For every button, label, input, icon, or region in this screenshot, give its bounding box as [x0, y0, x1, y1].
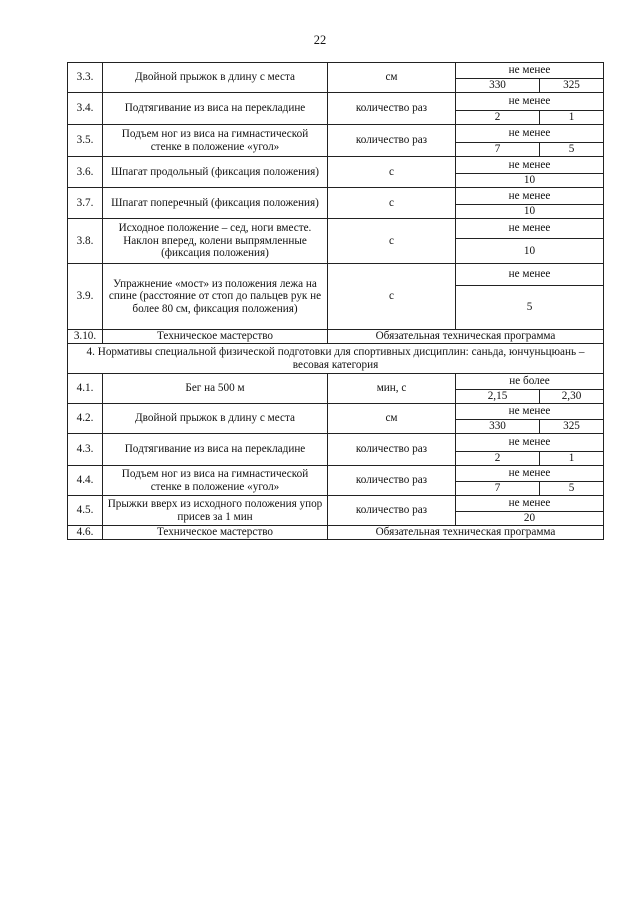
- exercise-name: Техническое мастерство: [103, 526, 328, 540]
- table-row: [68, 188, 604, 205]
- norm-value-boys: 7: [456, 482, 540, 496]
- norm-header: не более: [456, 374, 604, 390]
- table-row: [68, 374, 604, 390]
- norm-header: не менее: [456, 93, 604, 111]
- unit-cell: с: [328, 219, 456, 264]
- section-header-row: [68, 344, 604, 374]
- table-row: [68, 125, 604, 143]
- exercise-name: Шпагат поперечный (фиксация положения): [103, 188, 328, 219]
- unit-cell: см: [328, 63, 456, 93]
- norm-header: не менее: [456, 157, 604, 174]
- norm-header: не менее: [456, 404, 604, 420]
- unit-cell: количество раз: [328, 125, 456, 157]
- norm-value: 10: [456, 205, 604, 219]
- norm-value-girls: 5: [540, 143, 604, 157]
- row-number: 4.3.: [68, 434, 103, 466]
- unit-cell: количество раз: [328, 496, 456, 526]
- norm-value-boys: 330: [456, 420, 540, 434]
- norm-value: 10: [456, 239, 604, 264]
- norm-value-girls: 1: [540, 452, 604, 466]
- norm-value-girls: 2,30: [540, 390, 604, 404]
- norms-table: [67, 62, 604, 540]
- unit-cell: с: [328, 157, 456, 188]
- technical-program: Обязательная техническая программа: [328, 526, 604, 540]
- unit-cell: мин, с: [328, 374, 456, 404]
- table-row: [68, 526, 604, 540]
- table-row: [68, 157, 604, 174]
- exercise-name: Шпагат продольный (фиксация положения): [103, 157, 328, 188]
- unit-cell: с: [328, 264, 456, 330]
- row-number: 3.8.: [68, 219, 103, 264]
- norm-header: не менее: [456, 219, 604, 239]
- table-row: [68, 93, 604, 111]
- row-number: 3.5.: [68, 125, 103, 157]
- norm-value-boys: 2: [456, 452, 540, 466]
- table-row: [68, 219, 604, 239]
- norm-value-girls: 5: [540, 482, 604, 496]
- norm-header: не менее: [456, 434, 604, 452]
- table-row: [68, 330, 604, 344]
- table-row: [68, 63, 604, 79]
- section-4-title: 4. Нормативы специальной физической подготовки для спортивных дисциплин: саньда, юнчуньцюань – весовая категория: [68, 344, 604, 374]
- exercise-name: Подтягивание из виса на перекладине: [103, 93, 328, 125]
- page-number: 22: [313, 33, 327, 47]
- norm-value-girls: 325: [540, 420, 604, 434]
- unit-cell: количество раз: [328, 434, 456, 466]
- exercise-name: Подтягивание из виса на перекладине: [103, 434, 328, 466]
- exercise-name: Подъем ног из виса на гимнастической стенке в положение «угол»: [103, 466, 328, 496]
- table-row: [68, 264, 604, 286]
- technical-program: Обязательная техническая программа: [328, 330, 604, 344]
- exercise-name: Упражнение «мост» из положения лежа на спине (расстояние от стоп до пальцев рук не более 80 см, фиксация положения): [103, 264, 328, 330]
- row-number: 4.6.: [68, 526, 103, 540]
- row-number: 4.5.: [68, 496, 103, 526]
- row-number: 3.7.: [68, 188, 103, 219]
- norm-value-boys: 2,15: [456, 390, 540, 404]
- exercise-name: Подъем ног из виса на гимнастической стенке в положение «угол»: [103, 125, 328, 157]
- norm-header: не менее: [456, 63, 604, 79]
- norm-value: 5: [456, 286, 604, 330]
- row-number: 4.1.: [68, 374, 103, 404]
- row-number: 3.6.: [68, 157, 103, 188]
- unit-cell: количество раз: [328, 466, 456, 496]
- unit-cell: с: [328, 188, 456, 219]
- norm-value: 20: [456, 512, 604, 526]
- norm-header: не менее: [456, 496, 604, 512]
- exercise-name: Техническое мастерство: [103, 330, 328, 344]
- norm-value-boys: 330: [456, 79, 540, 93]
- norm-value-girls: 1: [540, 111, 604, 125]
- norm-header: не менее: [456, 188, 604, 205]
- norm-value: 10: [456, 174, 604, 188]
- table-row: [68, 466, 604, 482]
- exercise-name: Двойной прыжок в длину с места: [103, 404, 328, 434]
- row-number: 3.9.: [68, 264, 103, 330]
- norm-header: не менее: [456, 466, 604, 482]
- row-number: 3.10.: [68, 330, 103, 344]
- norm-header: не менее: [456, 125, 604, 143]
- row-number: 4.4.: [68, 466, 103, 496]
- norm-header: не менее: [456, 264, 604, 286]
- table-row: [68, 404, 604, 420]
- row-number: 3.3.: [68, 63, 103, 93]
- exercise-name: Прыжки вверх из исходного положения упор присев за 1 мин: [103, 496, 328, 526]
- exercise-name: Двойной прыжок в длину с места: [103, 63, 328, 93]
- norm-value-boys: 7: [456, 143, 540, 157]
- norm-value-girls: 325: [540, 79, 604, 93]
- norm-value-boys: 2: [456, 111, 540, 125]
- table-row: [68, 496, 604, 512]
- exercise-name: Бег на 500 м: [103, 374, 328, 404]
- row-number: 3.4.: [68, 93, 103, 125]
- row-number: 4.2.: [68, 404, 103, 434]
- table-row: [68, 434, 604, 452]
- unit-cell: см: [328, 404, 456, 434]
- exercise-name: Исходное положение – сед, ноги вместе. Наклон вперед, колени выпрямленные (фиксация положения): [103, 219, 328, 264]
- unit-cell: количество раз: [328, 93, 456, 125]
